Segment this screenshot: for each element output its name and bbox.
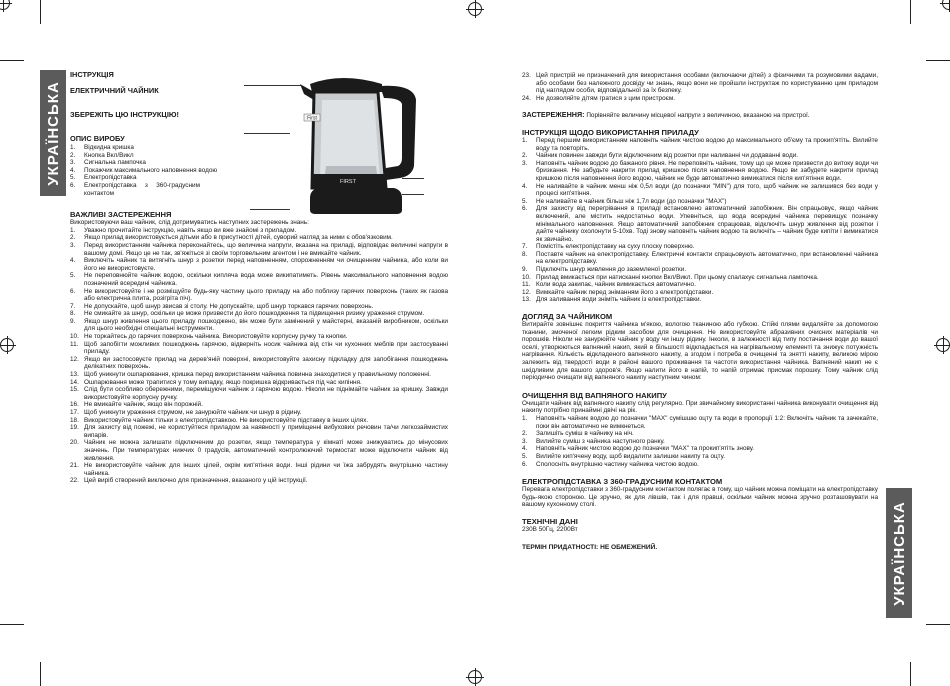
list-item: 18. Використовуйте чайник тільки з електропідставкою. Не використовуйте підставку в інших цілях. bbox=[70, 416, 369, 424]
list-item: 24. Не дозволяйте дітям гратися з цим пристроєм. bbox=[522, 94, 676, 102]
base-text: Перевага електропідставки з 360-градусним контактом полягає в тому, що чайник можна поміщати на електропідставку будь-якою стороною. Це зручно, як для лівшів, так і для правші, оскільки чайник можна зручно розташовувати на вашому кухонному столі. bbox=[522, 486, 878, 509]
crop-mark bbox=[910, 0, 911, 24]
safety-intro: Використовуючи ваш чайник, слід дотримуватись наступних застережень знань: bbox=[70, 219, 309, 227]
title-instruction: ІНСТРУКЦІЯ bbox=[70, 70, 114, 79]
descale-intro: Очищати чайник від вапняного накипу слід регулярно. При звичайному використанні чайника виконувати очищення від накипу потрібно принаймні двічі на рік. bbox=[522, 399, 878, 415]
registration-mark-top-left bbox=[0, 0, 10, 10]
list-item: 12. Вимкайте чайник перед зніманням його з електропідставки. bbox=[522, 288, 714, 296]
list-item: 16. Не вмикайте чайник, якщо він порожній. bbox=[70, 401, 203, 409]
kettle-image bbox=[282, 70, 432, 220]
registration-mark-bottom-center bbox=[468, 670, 482, 684]
warning-paragraph bbox=[522, 111, 878, 120]
list-item: 5. Не наливайте в чайник більш ніж 1,7л води (до позначки "MAX") bbox=[522, 197, 727, 205]
descale-list bbox=[522, 415, 878, 468]
list-item: 1. Наповніть чайник водою до позначки "MAX" сумішшю оцту та води в пропорції 1:2: Включіть чайник та зачекайте, поки він автоматично не вимкнеться. bbox=[522, 414, 878, 430]
list-item: 5. Не переповнюйте чайник водою, оскільки кипляча вода може википатиметь. Рівень максимального наповнення водою позначений всередині чайника. bbox=[70, 272, 448, 287]
parts-list bbox=[70, 144, 252, 197]
list-item: 3. Перед використанням чайника переконайтесь, що величина напруги, вказана на приладі, відповідає величині напруги в вашому домі. Якщо це не так, зв'яжіться зі своїм торговельним агентом і не вмикайте чайник. bbox=[70, 241, 448, 257]
title-product: ЕЛЕКТРИЧНИЙ ЧАЙНИК bbox=[70, 86, 159, 95]
callout-line-3 bbox=[402, 178, 424, 179]
list-item: 8. Поставте чайник на електропідставку. Електричні контакти спрацьовують автоматично, при встановленні чайника на електропідставку. bbox=[522, 250, 878, 266]
list-item: 11. Щоб запобігти можливих пошкоджень гарячою, відверніть носик чайника від стін чи кухонних меблів при застосуванні приладу. bbox=[70, 340, 448, 356]
registration-mark-right bbox=[936, 338, 950, 352]
safety-list-continued bbox=[522, 72, 878, 102]
list-item: 3. Вилийте суміш з чайника наступного ранку. bbox=[522, 437, 665, 445]
tech-text: 230В 50Гц, 2200Вт bbox=[522, 525, 578, 533]
crop-mark bbox=[910, 662, 911, 686]
list-item: 21. Не використовуйте чайник для інших цілей, окрім кип'ятіння води. Інші рідини чи їжа забрудять внутрішню частину чайника. bbox=[70, 462, 448, 477]
list-item: 2. Якщо прилад використовується дітьми або в присутності дітей, суворий нагляд за ними є обов'язковим. bbox=[70, 234, 393, 242]
warning-text: Порівняйте величину місцевої напруги з величиною, вказаною на пристрої. bbox=[586, 112, 810, 120]
list-item: 8. Не смикайте за шнур, оскільки це може призвести до його пошкодження та підвищення ризику ураження струмом. bbox=[70, 310, 425, 318]
list-item: 13. Щоб уникнути ошпарювання, кришка перед використанням чайника повинна знаходитися у правильному положенні. bbox=[70, 371, 431, 379]
crop-mark bbox=[0, 624, 24, 625]
language-tab-right bbox=[886, 488, 912, 618]
list-item: 7. Не допускайте, щоб шнур звисав зі столу. Не допускайте, щоб шнур торкався гарячих поверхонь. bbox=[70, 302, 374, 310]
list-item: 10. Прилад вмикається при натисканні кнопки Вкл/Викл. При цьому спалахує сигнальна лампочка. bbox=[522, 273, 819, 281]
keep-instructions-note: ЗБЕРЕЖІТЬ ЦЮ ІНСТРУКЦІЮ! bbox=[70, 110, 179, 119]
warning-label: ЗАСТЕРЕЖЕННЯ: bbox=[522, 110, 585, 120]
usage-list bbox=[522, 137, 878, 304]
callout-line-1 bbox=[244, 85, 302, 86]
list-item: 23. Цей пристрій не призначений для використання особами (включаючи дітей) з фізичними та розумовими вадами, або особами без належного досвіду чи знань, якщо вони не пройшли інструктаж по користуванню цим приладом під наглядом особи, відповідальної за їх безпеку. bbox=[522, 72, 878, 95]
list-item: 3. Сигнальна лампочка bbox=[70, 159, 146, 167]
list-item: 22. Цей виріб створений виключно для призначення, вказаного у цій інструкції. bbox=[70, 477, 308, 485]
list-item: 2. Кнопка Вкл/Викл bbox=[70, 151, 134, 159]
list-item: 4. Не наливайте в чайник менш ніж 0,5л води (до позначки "MIN") для того, щоб чайник не залишився без води у процесі кип'ятіння. bbox=[522, 182, 878, 198]
list-item: 5. Електропідставка bbox=[70, 174, 137, 182]
list-item: 9. Підключіть шнур живлення до заземленої розетки. bbox=[522, 266, 687, 274]
list-item: 20. Чайник не можна залишати підключеним до розетки, якщо температура у кімнаті може знижуватись до мінусових значень. При температурах нижчих 0 градусів, автоматичний контролюючий термостат може відключити чайник від живлення. bbox=[70, 439, 448, 462]
list-item: 15. Слід бути особливо обережними, переміщуючи чайник з гарячою водою. Ніколи не піднімайте чайник за кришку. Завжди використовуйте корпусну ручку. bbox=[70, 386, 448, 401]
kettle-illustration bbox=[282, 70, 432, 220]
list-item: 1. Уважно прочитайте інструкцію, навіть якщо ви вже знайомі з приладом. bbox=[70, 226, 297, 234]
list-item: 6. Електропідставка з 360-градусним контактом bbox=[70, 181, 200, 197]
list-item: 4. Наповніть чайник чистою водою до позначки "MAX" та прокип'ятіть знову. bbox=[522, 445, 755, 453]
brand-on-kettle: FIRST bbox=[340, 179, 356, 185]
description-heading: ОПИС ВИРОБУ bbox=[70, 134, 125, 143]
safety-list bbox=[70, 227, 448, 485]
list-item: 13. Для заливання води зніміть чайник із електропідставки. bbox=[522, 296, 702, 304]
list-item: 2. Чайник повинен завжди бути відключеним від розетки при наливанні чи додаванні води. bbox=[522, 152, 799, 160]
list-item: 11. Коли вода закипає, чайник вимикається автоматично. bbox=[522, 281, 696, 289]
crop-mark bbox=[926, 624, 950, 625]
care-text: Витирайте зовнішнє покриття чайника м'якою, вологою тканиною або губкою. Стійкі плями видаляйте за допомогою тканини, змоченої легким рідким засобом для очищення. Не використовуйте абразивних очисних матеріалів чи порошків. Ніколи не занурюйте чайник у воду чи іншу рідину. Інколи, в залежності від типу постачання води до вашої оселі, утворюються вапняний накип, який в більшості відкладається на нагрівальному елементі та знижує потужність нагрівання. Кількість відкладеного вапняного накипу, а згодом і потреба в очищенні та знятті накипу, великою мірою залежить від твердості води в районі вашого проживання та частоти використання чайника. Вапняний накип не є шкідливим для вашого здоров'я. Якщо налити його в напій, то напій отримає присмак порошку. Тому чайник слід періодично очищати від вапняного накипу наступним чином: bbox=[522, 321, 878, 382]
language-tab-left bbox=[40, 70, 66, 196]
list-item: 4. Покажчик максимального наповнення водою bbox=[70, 166, 218, 174]
list-item: 2. Залишіть суміш в чайнику на ніч. bbox=[522, 430, 634, 438]
care-heading: ДОГЛЯД ЗА ЧАЙНИКОМ bbox=[522, 312, 613, 322]
crop-mark bbox=[926, 60, 950, 61]
crop-mark bbox=[40, 0, 41, 24]
callout-line-4 bbox=[402, 194, 424, 195]
crop-mark bbox=[40, 662, 41, 686]
list-item: 1. Відкидна кришка bbox=[70, 144, 134, 151]
base-heading: ЕЛЕКТРОПІДСТАВКА З 360-ГРАДУСНИМ КОНТАКТОМ bbox=[522, 477, 723, 487]
language-tab-left-label: УКРАЇНСЬКА bbox=[44, 80, 62, 186]
list-item: 6. Для захисту від перегрівання в приладі встановлено автоматичний запобіжник. Він спрацьовує, якщо чайник включений, але містить недостатньо води. Упевніться, що вода всередині чайника перевищує позначку мінімального наповнення. Якщо автоматичний запобіжник спрацював, відключіть шнур живлення від розетки і дайте чайнику охолонути 5-10хв. Тоді знову наповніть чайник водою та включіть – чайник буде кипіти і вимикатися як звичайно. bbox=[522, 205, 878, 243]
usage-heading: ІНСТРУКЦІЯ ЩОДО ВИКОРИСТАННЯ ПРИЛАДУ bbox=[522, 127, 699, 137]
list-item: 10. Не торкайтесь до гарячих поверхонь чайника. Використовуйте корпусну ручку та кнопки. bbox=[70, 333, 348, 341]
descale-heading: ОЧИЩЕННЯ ВІД ВАПНЯНОГО НАКИПУ bbox=[522, 390, 667, 400]
crop-mark bbox=[0, 60, 24, 61]
callout-line-2 bbox=[244, 133, 290, 134]
list-item: 6. Сполосніть внутрішню частину чайника чистою водою. bbox=[522, 460, 699, 468]
tech-heading: ТЕХНІЧНІ ДАНІ bbox=[522, 516, 578, 526]
safety-heading: ВАЖЛИВІ ЗАСТЕРЕЖЕННЯ bbox=[70, 210, 172, 220]
list-item: 3. Наповніть чайник водою до бажаного рівня. Не переповніть чайник, тому що це може призвести до витоку води чи бризкання. Не забудьте накрити прилад кришкою після наповнення водою. Якщо ви забудете накрити прилад кришкою після наповнення його водою, чайник не буде автоматично вимикатися після кип'ятіння води. bbox=[522, 159, 878, 182]
warranty-text: ТЕРМІН ПРИДАТНОСТІ: НЕ ОБМЕЖЕНИЙ. bbox=[522, 543, 658, 551]
list-item: 19. Для захисту від пожежі, не користуйтеся приладом за наявності у приміщенні вибухових речовин та/чи легкозаймистих випарів. bbox=[70, 424, 448, 439]
registration-mark-left bbox=[0, 338, 14, 352]
list-item: 14. Ошпарювання може трапитися у тому випадку, якщо покришка відкривається під час кипіння. bbox=[70, 378, 362, 386]
list-item: 4. Виключіть чайник та витягніть шнур з розетки перед наповненням, спорожненням чи очищенням чайника, або коли ви його не використовуєте. bbox=[70, 257, 448, 272]
language-tab-right-label: УКРАЇНСЬКА bbox=[890, 500, 908, 606]
registration-mark-top-right bbox=[942, 0, 950, 10]
list-item: 17. Щоб уникнути ураження струмом, не занурюйте чайник чи шнур в рідину. bbox=[70, 409, 302, 416]
list-item: 1. Перед першим використанням наповніть чайник чистою водою до максимального об'єму та прокип'ятіть. Вилийте воду та повторіть. bbox=[522, 136, 878, 152]
right-column bbox=[522, 72, 878, 552]
list-item: 5. Вилийте кип'ячену воду, щоб видалити залишки накипу та оцту. bbox=[522, 452, 726, 460]
svg-text:First: First bbox=[307, 115, 317, 122]
registration-mark-top-center bbox=[468, 2, 482, 16]
list-item: 7. Помістіть електропідставку на суху плоску поверхню. bbox=[522, 243, 695, 251]
list-item: 6. Не використовуйте і не розміщуйте будь-яку частину цього приладу на або поблизу гарячих поверхонь (таких як газова або електрична плита, розігріта піч). bbox=[70, 287, 448, 303]
list-item: 9. Якщо шнур живлення цього приладу пошкоджено, він може бути замінений у майстерні, вказаній виробником, оскільки для цього необхідні спеціальні інструменти. bbox=[70, 317, 448, 333]
list-item: 12. Якщо ви застосовуєте прилад на дерев'яній поверхні, використовуйте захисну підкладку для запобігання пошкоджень делікатних поверхонь. bbox=[70, 355, 448, 371]
callout-line-5 bbox=[250, 209, 290, 210]
